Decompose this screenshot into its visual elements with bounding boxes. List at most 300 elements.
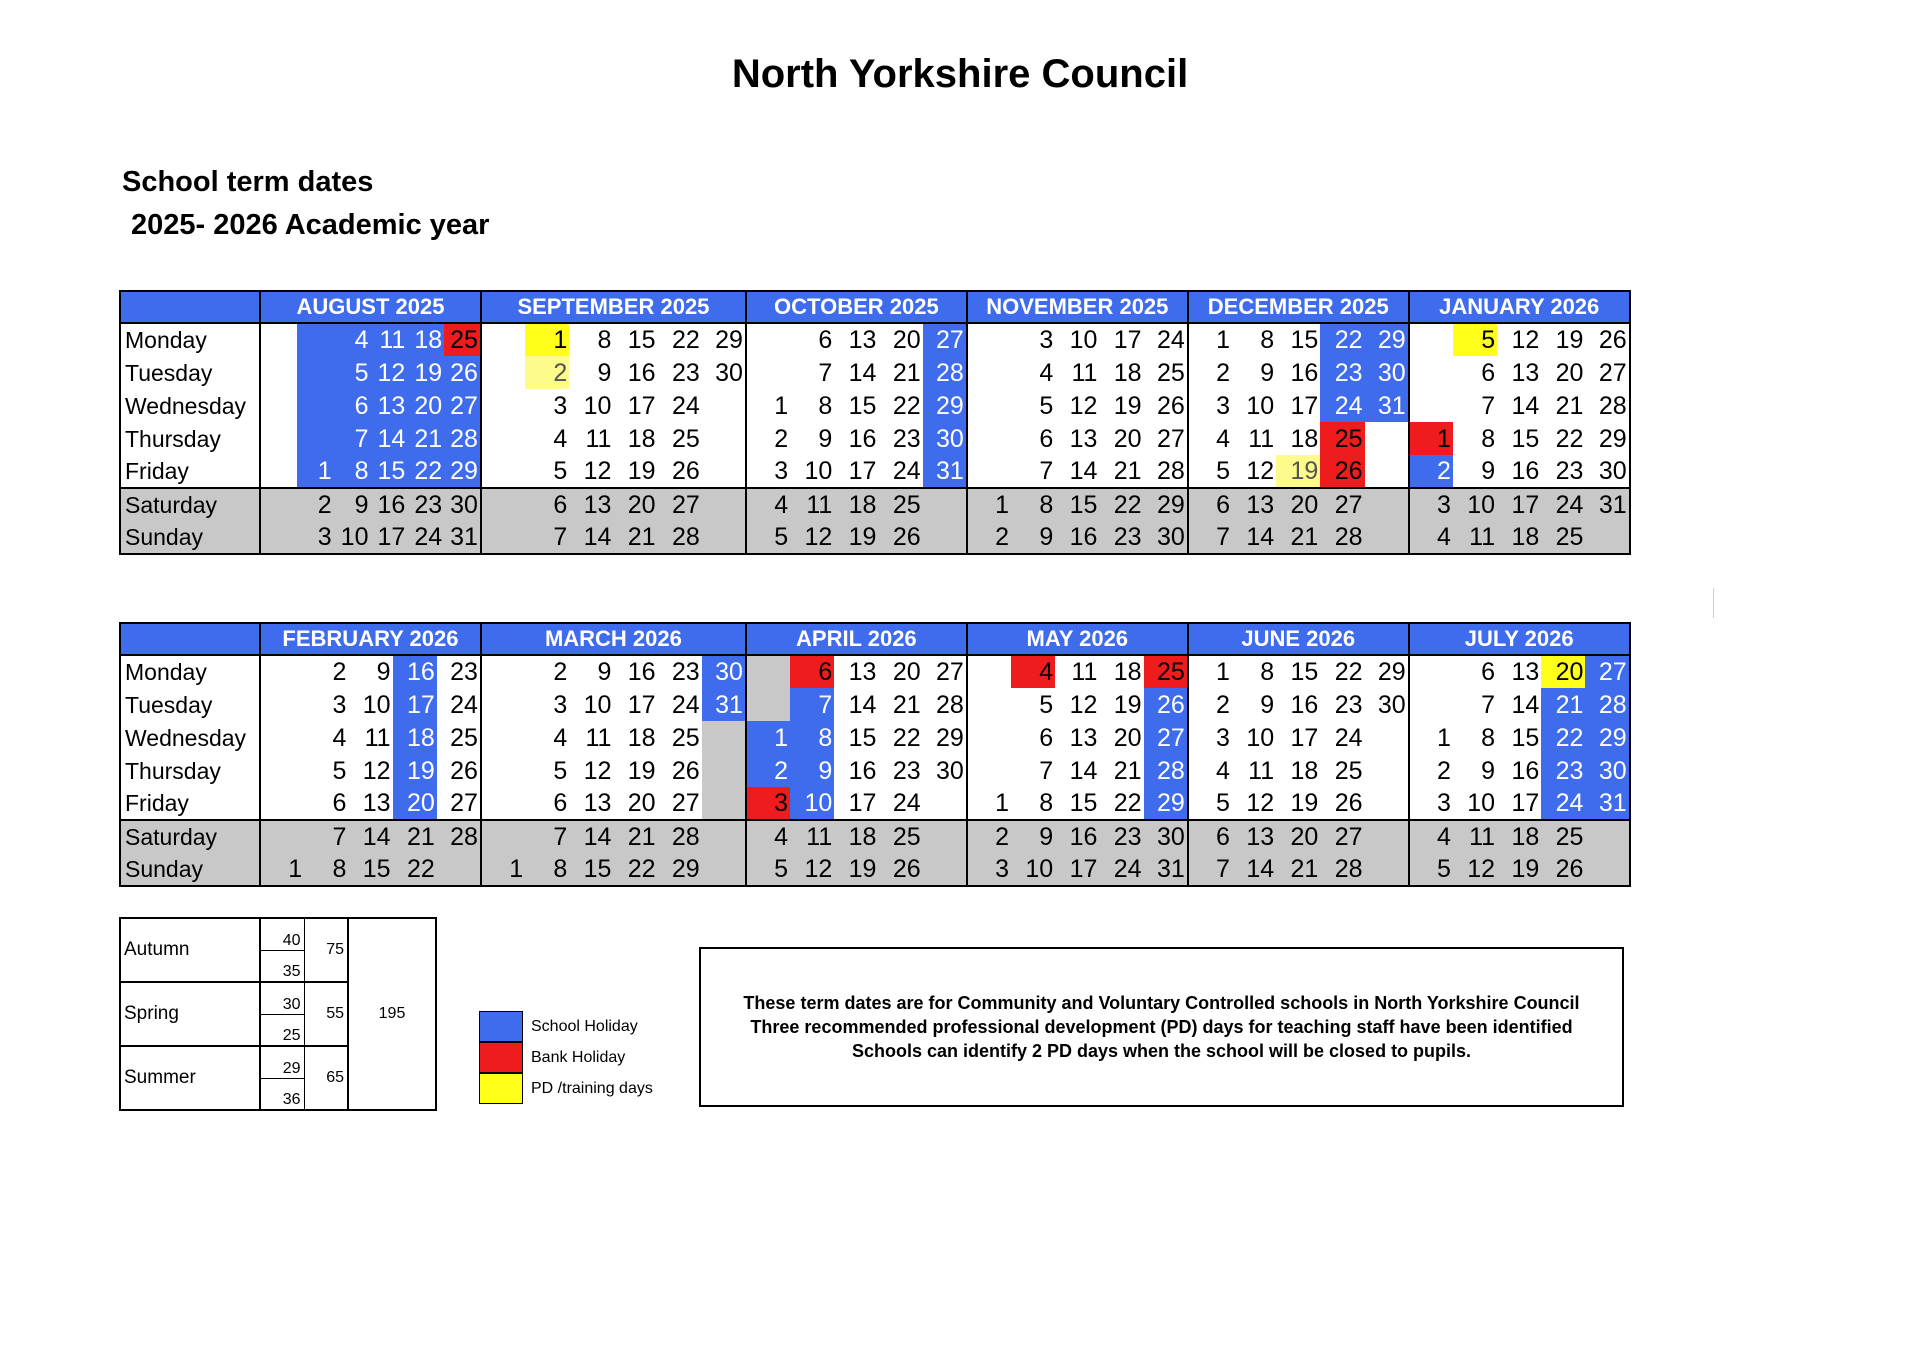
month-header: SEPTEMBER 2025 bbox=[481, 291, 746, 323]
day-cell: 18 bbox=[407, 323, 444, 356]
day-cell: 7 bbox=[304, 820, 348, 853]
day-cell: 8 bbox=[597, 326, 612, 354]
note-line-1: These term dates are for Community and Voluntary Controlled schools in North Yorkshire Council bbox=[743, 993, 1580, 1013]
day-cell: 15 bbox=[1290, 326, 1319, 354]
day-cell: 30 bbox=[1365, 688, 1409, 721]
day-name: Thursday bbox=[120, 422, 260, 455]
empty-cell bbox=[260, 356, 297, 389]
day-cell: 17 bbox=[393, 688, 437, 721]
month-header: AUGUST 2025 bbox=[260, 291, 481, 323]
day-cell: 2 bbox=[746, 754, 790, 787]
day-cell: 15 bbox=[1511, 424, 1540, 453]
day-cell: 24 bbox=[437, 688, 481, 721]
day-cell: 21 bbox=[892, 358, 921, 387]
day-cell: 7 bbox=[1039, 457, 1054, 485]
empty-cell bbox=[260, 820, 304, 853]
day-cell: 27 bbox=[1320, 488, 1364, 521]
empty-cell bbox=[481, 488, 525, 521]
day-cell: 28 bbox=[658, 521, 702, 554]
empty-cell bbox=[297, 323, 334, 356]
day-cell: 13 bbox=[848, 326, 877, 354]
day-cell: 17 bbox=[1055, 853, 1099, 886]
day-cell: 20 bbox=[1113, 723, 1142, 752]
note-line-2: Three recommended professional development (PD) days for teaching staff have been identified bbox=[750, 1017, 1573, 1037]
day-cell: 5 bbox=[332, 756, 347, 785]
day-cell: 14 bbox=[848, 690, 877, 719]
day-cell: 29 bbox=[923, 721, 967, 754]
empty-cell bbox=[923, 853, 967, 886]
day-cell: 20 bbox=[393, 787, 437, 820]
legend-label: School Holiday bbox=[531, 1017, 638, 1035]
day-cell: 28 bbox=[1144, 754, 1188, 787]
day-cell: 4 bbox=[746, 488, 790, 521]
day-cell: 10 bbox=[804, 457, 833, 485]
empty-cell bbox=[1585, 853, 1629, 886]
day-cell: 13 bbox=[362, 789, 391, 817]
weekday-row bbox=[120, 389, 1630, 422]
day-cell: 23 bbox=[407, 488, 444, 521]
day-cell: 5 bbox=[553, 457, 568, 485]
day-cell: 21 bbox=[1113, 756, 1142, 785]
empty-cell bbox=[1365, 853, 1409, 886]
empty-cell bbox=[1409, 323, 1453, 356]
day-cell: 3 bbox=[553, 391, 568, 420]
day-cell: 3 bbox=[1216, 391, 1230, 420]
empty-cell bbox=[702, 754, 746, 787]
day-cell: 3 bbox=[1436, 789, 1451, 817]
empty-cell bbox=[702, 455, 746, 488]
day-cell: 19 bbox=[1113, 690, 1142, 719]
day-cell: 20 bbox=[892, 658, 921, 686]
day-cell: 4 bbox=[332, 723, 347, 752]
day-cell: 3 bbox=[967, 853, 1011, 886]
day-cell: 15 bbox=[348, 853, 392, 886]
day-cell: 17 bbox=[848, 789, 877, 817]
day-cell: 2 bbox=[967, 521, 1011, 554]
half-term-days: 25 bbox=[260, 1014, 304, 1046]
day-cell: 8 bbox=[1260, 658, 1275, 686]
day-cell: 26 bbox=[437, 754, 481, 787]
weekday-row bbox=[120, 488, 1630, 521]
day-cell: 10 bbox=[583, 391, 612, 420]
day-cell: 29 bbox=[1144, 488, 1188, 521]
day-cell: 23 bbox=[1555, 457, 1584, 485]
day-cell: 13 bbox=[569, 488, 613, 521]
legend-item bbox=[479, 1073, 653, 1104]
legend-swatch bbox=[479, 1011, 523, 1042]
calendar-table bbox=[119, 290, 1631, 555]
empty-cell bbox=[260, 521, 297, 554]
day-cell: 9 bbox=[818, 424, 833, 453]
day-cell: 2 bbox=[1436, 756, 1451, 785]
day-cell: 19 bbox=[1113, 391, 1142, 420]
day-cell: 1 bbox=[995, 789, 1009, 817]
day-cell: 13 bbox=[1069, 424, 1098, 453]
day-cell: 14 bbox=[569, 521, 613, 554]
day-cell: 27 bbox=[1585, 356, 1629, 389]
day-cell: 23 bbox=[671, 358, 700, 387]
day-cell: 26 bbox=[1334, 789, 1363, 817]
day-name: Sunday bbox=[120, 853, 260, 886]
day-cell: 10 bbox=[1011, 853, 1055, 886]
day-cell: 18 bbox=[834, 820, 878, 853]
day-cell: 19 bbox=[1497, 853, 1541, 886]
day-cell: 4 bbox=[1409, 521, 1453, 554]
month-header: JANUARY 2026 bbox=[1409, 291, 1630, 323]
day-cell: 24 bbox=[1541, 488, 1585, 521]
day-cell: 10 bbox=[362, 690, 391, 719]
day-cell: 16 bbox=[627, 658, 656, 686]
empty-cell bbox=[1365, 721, 1409, 754]
day-cell: 30 bbox=[923, 422, 967, 455]
calendar-table bbox=[119, 622, 1631, 887]
empty-cell bbox=[967, 754, 1011, 787]
day-cell: 11 bbox=[364, 723, 391, 752]
day-cell: 15 bbox=[1055, 488, 1099, 521]
day-cell: 17 bbox=[1290, 391, 1319, 420]
empty-cell bbox=[702, 721, 746, 754]
day-cell: 18 bbox=[1290, 424, 1319, 453]
day-cell: 16 bbox=[848, 424, 877, 453]
day-cell: 5 bbox=[1039, 391, 1054, 420]
day-cell: 17 bbox=[1511, 789, 1540, 817]
day-cell: 25 bbox=[1334, 756, 1363, 785]
day-cell: 9 bbox=[376, 658, 391, 686]
day-cell: 23 bbox=[1099, 820, 1143, 853]
day-cell: 17 bbox=[1290, 723, 1319, 752]
day-cell: 30 bbox=[444, 488, 481, 521]
day-cell: 9 bbox=[1481, 457, 1496, 485]
day-cell: 12 bbox=[1246, 457, 1275, 485]
day-cell: 15 bbox=[1511, 723, 1540, 752]
day-name: Tuesday bbox=[120, 356, 260, 389]
day-cell: 10 bbox=[583, 690, 612, 719]
subtitle-academic-year: 2025- 2026 Academic year bbox=[131, 209, 490, 241]
day-cell: 14 bbox=[1511, 391, 1540, 420]
day-cell: 13 bbox=[1232, 820, 1276, 853]
empty-cell bbox=[297, 422, 334, 455]
day-cell: 10 bbox=[790, 787, 834, 820]
day-cell: 30 bbox=[1585, 754, 1629, 787]
half-term-days: 35 bbox=[260, 950, 304, 982]
empty-cell bbox=[481, 323, 525, 356]
empty-cell bbox=[967, 655, 1011, 688]
empty-cell bbox=[260, 787, 304, 820]
term-total-days: 55 bbox=[304, 982, 348, 1046]
day-cell: 9 bbox=[597, 358, 612, 387]
day-cell: 1 bbox=[774, 391, 789, 420]
day-cell: 4 bbox=[1011, 655, 1055, 688]
header-corner bbox=[120, 291, 260, 323]
day-cell: 9 bbox=[1260, 690, 1275, 719]
empty-cell bbox=[481, 721, 525, 754]
day-cell: 4 bbox=[553, 424, 568, 453]
empty-cell bbox=[1365, 521, 1409, 554]
empty-cell bbox=[967, 323, 1011, 356]
empty-cell bbox=[260, 655, 304, 688]
weekday-row bbox=[120, 521, 1630, 554]
day-cell: 12 bbox=[1069, 690, 1098, 719]
day-cell: 22 bbox=[613, 853, 657, 886]
day-cell: 2 bbox=[1409, 455, 1453, 488]
day-cell: 8 bbox=[818, 391, 833, 420]
note-line-3: Schools can identify 2 PD days when the school will be closed to pupils. bbox=[851, 1041, 1472, 1061]
weekday-row bbox=[120, 655, 1630, 688]
day-cell: 18 bbox=[1497, 521, 1541, 554]
empty-cell bbox=[702, 389, 746, 422]
day-cell: 6 bbox=[1481, 358, 1496, 387]
day-cell: 29 bbox=[1585, 422, 1629, 455]
empty-cell bbox=[481, 389, 525, 422]
empty-cell bbox=[746, 356, 790, 389]
day-cell: 28 bbox=[923, 688, 967, 721]
day-cell: 6 bbox=[790, 655, 834, 688]
day-cell: 27 bbox=[658, 488, 702, 521]
day-cell: 16 bbox=[1055, 820, 1099, 853]
empty-cell bbox=[1409, 655, 1453, 688]
day-cell: 16 bbox=[1511, 756, 1540, 785]
term-name: Autumn bbox=[120, 918, 260, 982]
day-cell: 28 bbox=[1144, 455, 1188, 488]
day-cell: 18 bbox=[393, 721, 437, 754]
day-cell: 19 bbox=[1276, 455, 1320, 488]
empty-cell bbox=[1365, 754, 1409, 787]
day-cell: 13 bbox=[848, 658, 877, 686]
month-header: FEBRUARY 2026 bbox=[260, 623, 481, 655]
half-term-days: 29 bbox=[260, 1046, 304, 1078]
day-cell: 25 bbox=[671, 424, 700, 453]
day-cell: 28 bbox=[444, 422, 481, 455]
day-cell: 21 bbox=[1541, 688, 1585, 721]
day-cell: 19 bbox=[627, 756, 656, 785]
day-cell: 28 bbox=[1320, 521, 1364, 554]
day-cell: 26 bbox=[671, 457, 700, 485]
day-cell: 14 bbox=[569, 820, 613, 853]
day-cell: 24 bbox=[407, 521, 444, 554]
day-cell: 5 bbox=[1453, 323, 1497, 356]
day-cell: 7 bbox=[525, 820, 569, 853]
subtitle-term-dates: School term dates bbox=[122, 166, 374, 198]
day-cell: 13 bbox=[1069, 723, 1098, 752]
day-cell: 28 bbox=[658, 820, 702, 853]
weekday-row bbox=[120, 853, 1630, 886]
empty-cell bbox=[481, 688, 525, 721]
day-cell: 11 bbox=[1248, 424, 1275, 453]
day-cell: 6 bbox=[334, 389, 371, 422]
day-cell: 17 bbox=[627, 690, 656, 719]
half-term-days: 40 bbox=[260, 918, 304, 950]
legend-label: Bank Holiday bbox=[531, 1048, 626, 1066]
day-cell: 22 bbox=[892, 391, 921, 420]
day-cell: 24 bbox=[1334, 723, 1363, 752]
empty-cell bbox=[1409, 389, 1453, 422]
empty-cell bbox=[967, 455, 1011, 488]
day-cell: 8 bbox=[525, 853, 569, 886]
day-name: Saturday bbox=[120, 820, 260, 853]
empty-cell bbox=[746, 655, 790, 688]
day-cell: 12 bbox=[1511, 326, 1540, 354]
empty-cell bbox=[1585, 521, 1629, 554]
empty-cell bbox=[967, 721, 1011, 754]
day-cell: 19 bbox=[1555, 326, 1584, 354]
day-cell: 16 bbox=[1511, 457, 1540, 485]
day-cell: 23 bbox=[1334, 690, 1363, 719]
day-cell: 15 bbox=[1290, 658, 1319, 686]
weekday-row bbox=[120, 820, 1630, 853]
empty-cell bbox=[260, 754, 304, 787]
day-cell: 1 bbox=[1409, 422, 1453, 455]
day-cell: 25 bbox=[437, 721, 481, 754]
day-cell: 25 bbox=[1144, 356, 1188, 389]
empty-cell bbox=[702, 521, 746, 554]
day-cell: 14 bbox=[370, 422, 407, 455]
day-cell: 4 bbox=[746, 820, 790, 853]
day-cell: 27 bbox=[1144, 721, 1188, 754]
day-cell: 18 bbox=[1290, 756, 1319, 785]
day-cell: 17 bbox=[1497, 488, 1541, 521]
day-cell: 3 bbox=[297, 521, 334, 554]
day-cell: 27 bbox=[437, 787, 481, 820]
day-cell: 13 bbox=[583, 789, 612, 817]
day-cell: 7 bbox=[790, 688, 834, 721]
day-cell: 21 bbox=[892, 690, 921, 719]
day-cell: 12 bbox=[583, 756, 612, 785]
day-cell: 11 bbox=[1453, 521, 1497, 554]
day-cell: 13 bbox=[1232, 488, 1276, 521]
day-cell: 19 bbox=[834, 853, 878, 886]
day-cell: 14 bbox=[1069, 457, 1098, 485]
day-name: Wednesday bbox=[120, 389, 260, 422]
day-cell: 19 bbox=[1290, 789, 1319, 817]
weekday-row bbox=[120, 455, 1630, 488]
day-cell: 4 bbox=[1409, 820, 1453, 853]
day-cell: 16 bbox=[627, 358, 656, 387]
day-cell: 30 bbox=[1144, 521, 1188, 554]
day-cell: 2 bbox=[774, 424, 789, 453]
day-cell: 26 bbox=[671, 756, 700, 785]
day-cell: 18 bbox=[1497, 820, 1541, 853]
day-cell: 31 bbox=[1144, 853, 1188, 886]
day-cell: 21 bbox=[393, 820, 437, 853]
empty-cell bbox=[260, 455, 297, 488]
day-cell: 18 bbox=[834, 488, 878, 521]
day-cell: 20 bbox=[1113, 424, 1142, 453]
day-cell: 1 bbox=[967, 488, 1011, 521]
day-cell: 22 bbox=[393, 853, 437, 886]
empty-cell bbox=[260, 323, 297, 356]
term-total-days: 75 bbox=[304, 918, 348, 982]
weekday-row bbox=[120, 721, 1630, 754]
day-cell: 17 bbox=[370, 521, 407, 554]
day-cell: 16 bbox=[1290, 358, 1319, 387]
day-cell: 18 bbox=[627, 424, 656, 453]
day-cell: 15 bbox=[370, 455, 407, 488]
day-cell: 9 bbox=[1011, 521, 1055, 554]
day-cell: 16 bbox=[370, 488, 407, 521]
empty-cell bbox=[1409, 356, 1453, 389]
day-cell: 27 bbox=[923, 323, 967, 356]
day-cell: 18 bbox=[1113, 658, 1142, 686]
day-cell: 23 bbox=[892, 424, 921, 453]
day-cell: 25 bbox=[671, 723, 700, 752]
day-name: Sunday bbox=[120, 521, 260, 554]
day-cell: 28 bbox=[1585, 688, 1629, 721]
month-header: APRIL 2026 bbox=[746, 623, 967, 655]
notes-box bbox=[699, 947, 1624, 1107]
day-cell: 2 bbox=[1216, 690, 1230, 719]
empty-cell bbox=[481, 521, 525, 554]
day-cell: 7 bbox=[1188, 853, 1232, 886]
day-cell: 20 bbox=[1541, 655, 1585, 688]
day-cell: 9 bbox=[1011, 820, 1055, 853]
day-cell: 11 bbox=[1248, 756, 1275, 785]
day-cell: 10 bbox=[1467, 789, 1496, 817]
day-cell: 18 bbox=[1113, 358, 1142, 387]
day-name: Monday bbox=[120, 323, 260, 356]
day-cell: 17 bbox=[1113, 326, 1142, 354]
day-cell: 11 bbox=[790, 488, 834, 521]
day-cell: 19 bbox=[834, 521, 878, 554]
day-cell: 1 bbox=[297, 455, 334, 488]
day-cell: 6 bbox=[332, 789, 347, 817]
empty-cell bbox=[702, 488, 746, 521]
day-cell: 3 bbox=[774, 457, 789, 485]
day-cell: 27 bbox=[1144, 422, 1188, 455]
empty-cell bbox=[297, 389, 334, 422]
day-cell: 23 bbox=[892, 756, 921, 785]
empty-cell bbox=[1365, 787, 1409, 820]
day-cell: 25 bbox=[444, 323, 481, 356]
empty-cell bbox=[967, 422, 1011, 455]
day-cell: 31 bbox=[1585, 488, 1629, 521]
day-cell: 2 bbox=[967, 820, 1011, 853]
day-cell: 11 bbox=[1071, 658, 1098, 686]
day-cell: 11 bbox=[370, 323, 407, 356]
empty-cell bbox=[481, 655, 525, 688]
term-name: Spring bbox=[120, 982, 260, 1046]
day-cell: 1 bbox=[525, 323, 569, 356]
day-cell: 16 bbox=[1055, 521, 1099, 554]
legend-item bbox=[479, 1042, 653, 1073]
day-name: Monday bbox=[120, 655, 260, 688]
day-cell: 7 bbox=[334, 422, 371, 455]
day-cell: 18 bbox=[627, 723, 656, 752]
day-cell: 19 bbox=[407, 356, 444, 389]
day-cell: 5 bbox=[1216, 789, 1230, 817]
day-cell: 1 bbox=[481, 853, 525, 886]
day-cell: 6 bbox=[1481, 658, 1496, 686]
day-name: Friday bbox=[120, 787, 260, 820]
day-cell: 15 bbox=[848, 723, 877, 752]
day-cell: 28 bbox=[923, 356, 967, 389]
day-cell: 8 bbox=[790, 721, 834, 754]
day-cell: 15 bbox=[627, 326, 656, 354]
day-cell: 26 bbox=[878, 853, 922, 886]
day-cell: 30 bbox=[702, 655, 746, 688]
day-cell: 11 bbox=[1071, 358, 1098, 387]
day-cell: 4 bbox=[1216, 756, 1230, 785]
day-cell: 23 bbox=[1541, 754, 1585, 787]
day-cell: 25 bbox=[1541, 820, 1585, 853]
day-cell: 6 bbox=[1039, 424, 1054, 453]
day-cell: 6 bbox=[553, 789, 568, 817]
header-corner bbox=[120, 623, 260, 655]
day-cell: 1 bbox=[1216, 326, 1230, 354]
day-cell: 9 bbox=[1481, 756, 1496, 785]
day-cell: 26 bbox=[878, 521, 922, 554]
term-name: Summer bbox=[120, 1046, 260, 1110]
day-cell: 20 bbox=[627, 789, 656, 817]
